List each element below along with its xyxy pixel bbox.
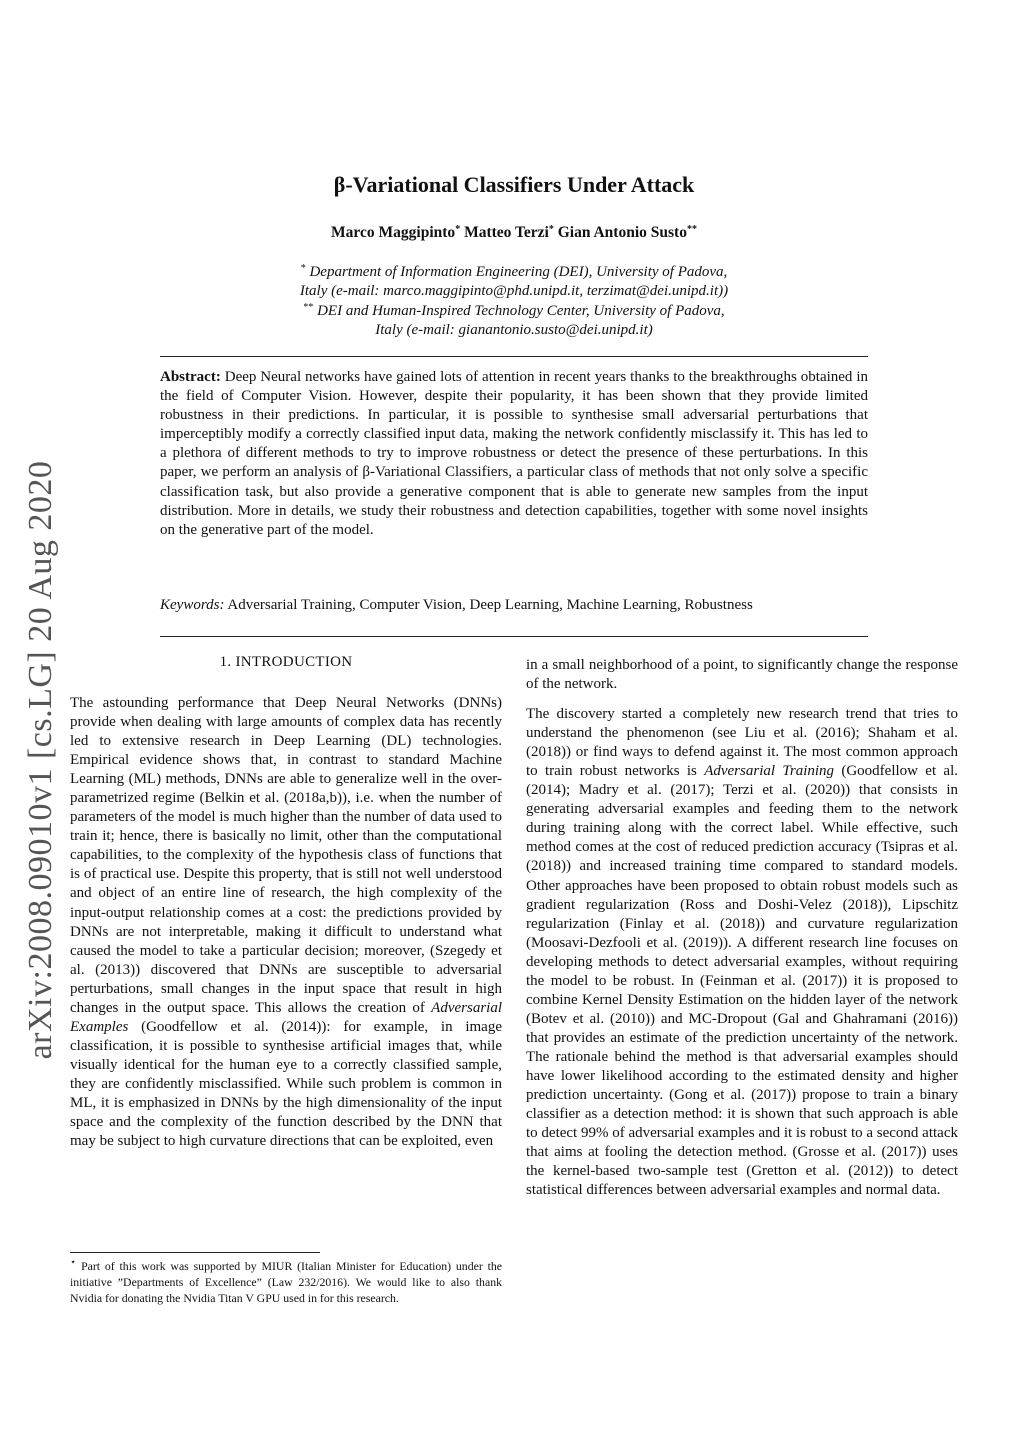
bottom-rule [160, 636, 868, 637]
abstract [160, 368, 868, 540]
top-rule [160, 356, 868, 357]
keywords-text: Adversarial Training, Computer Vision, Deep Learning, Machine Learning, Robustness [227, 597, 753, 613]
abstract-label: Abstract: [160, 369, 221, 385]
arxiv-identifier: arXiv:2008.09010v1 [cs.LG] 20 Aug 2020 [22, 460, 59, 1060]
author-list [160, 224, 868, 242]
affiliation-mark: ** [686, 224, 697, 235]
right-column [526, 656, 958, 1211]
arxiv-side-stamp [14, 450, 68, 1070]
paper-title: β-Variational Classifiers Under Attack [333, 172, 695, 197]
affiliation-mark: * [300, 263, 306, 274]
affiliation-mark: ** [303, 301, 314, 313]
left-column [70, 694, 502, 1162]
affiliation-line: Italy (e-mail: marco.maggipinto@phd.unipd.it, terzimat@dei.unipd.it)) [299, 283, 729, 300]
keywords-label: Keywords: [160, 597, 225, 613]
author-name: Gian Antonio Susto [557, 224, 687, 241]
paragraph: The discovery started a completely new research trend that tries to understand the phenomenon (see Liu et al. (2016); Shaham et al. (2018)) or find ways to defend against it. The most common approach to train robust networks is Adversarial Training (Goodfellow et al. (2014); Madry et al. (2017); Terzi et al. (2020)) that consists in generating adversarial examples and feeding them to the network during training along with the correct label. While effective, such method comes at the cost of reduced prediction accuracy (Tsipras et al. (2018)) and increased training time compared to standard models. Other approaches have been proposed to obtain robust models such as gradient regularization (Ross and Doshi-Velez (2018)), Lipschitz regularization (Finlay et al. (2018)) and curvature regularization (Moosavi-Dezfooli et al. (2019)). A different research line focuses on developing methods to detect adversarial examples, without requiring the model to be robust. In (Feinman et al. (2017)) it is proposed to combine Kernel Density Estimation on the hidden layer of the network (Botev et al. (2010)) and MC-Dropout (Gal and Ghahramani (2016)) that provides an estimate of the prediction uncertainty of the network. The rationale behind the method is that adversarial examples should have lower likelihood according to the estimated density and higher prediction uncertainty. (Gong et al. (2017)) propose to train a binary classifier as a detection method: it is shown that such approach is able to detect 99% of adversarial examples and it is robust to a second attack that aims at fooling the detection method. (Grosse et al. (2017)) uses the kernel-based two-sample test (Gretton et al. (2012)) to detect statistical differences between adversarial examples and normal data. [526, 706, 959, 1199]
paragraph: The astounding performance that Deep Neural Networks (DNNs) provide when dealing with large amounts of complex data has recently led to extensive research in Deep Learning (DL) technologies. Empirical evidence shows that, in contrast to standard Machine Learning (ML) methods, DNNs are able to generalize well in the over-parametrized regime (Belkin et al. (2018a,b)), i.e. when the number of parameters of the model is much higher than the number of data used to train it; hence, there is basically no limit, other than the computational capabilities, to the complexity of the hypothesis class of functions that is of practical use. Despite this property, that is still not well understood and object of an entire line of research, the high complexity of the input-output relationship comes at a cost: the predictions provided by DNNs are not interpretable, making it difficult to understand what caused the model to take a particular decision; moreover, (Szegedy et al. (2013)) discovered that DNNs are susceptible to adversarial perturbations, small changes in the input space that result in high changes in the output space. This allows the creation of Adversarial Examples (Goodfellow et al. (2014)): for example, in image classification, it is possible to synthesise artificial images that, while visually identical for the human eye to a correctly classified sample, they are confidently misclassified. While such problem is common in ML, it is emphasized in DNNs by the high dimensionality of the input space and the complexity of the function described by the DNN that may be subject to high curvature directions that can be exploited, even [70, 695, 502, 1150]
keywords [160, 596, 868, 615]
section-heading: 1. INTRODUCTION [219, 654, 353, 670]
paragraph: in a small neighborhood of a point, to significantly change the response of the network. [526, 657, 958, 693]
author-name: Marco Maggipinto [331, 224, 456, 241]
abstract-text: Deep Neural networks have gained lots of attention in recent years thanks to the breakthroughs obtained in the field of Computer Vision. However, despite their popularity, it has been shown that they provide limited robustness in their predictions. In particular, it is possible to synthesise small adversarial perturbations that imperceptibly modify a correctly classified input data, making the network confidently misclassify it. This has led to a plethora of different methods to try to improve robustness or detect the presence of these perturbations. In this paper, we perform an analysis of β-Variational Classifiers, a particular class of methods that not only solve a specific classification task, but also provide a generative component that is able to generate new samples from the input distribution. More in details, we study their robustness and detection capabilities, together with some novel insights on the generative part of the model. [160, 369, 869, 538]
affiliation-line: Italy (e-mail: gianantonio.susto@dei.unipd.it) [375, 322, 653, 339]
affiliation-mark: * [548, 224, 554, 235]
affiliation-line: ** DEI and Human-Inspired Technology Center, University of Padova, [303, 301, 725, 319]
affiliation-line: * Department of Information Engineering (DEI), University of Padova, [300, 263, 728, 280]
author-name: Matteo Terzi [464, 224, 549, 241]
footnote-text: Part of this work was supported by MIUR (Italian Minister for Education) under the initiative ”Departments of Excellence” (Law 232/2016). We would like to also thank Nvidia for donating the Nvidia Titan V GPU used in for this research. [70, 1259, 502, 1305]
affiliation-mark: * [455, 224, 461, 235]
affiliations [160, 263, 868, 341]
footnote-mark: ⋆ [70, 1257, 77, 1268]
footnote-rule [70, 1252, 320, 1253]
footnote [70, 1258, 502, 1306]
